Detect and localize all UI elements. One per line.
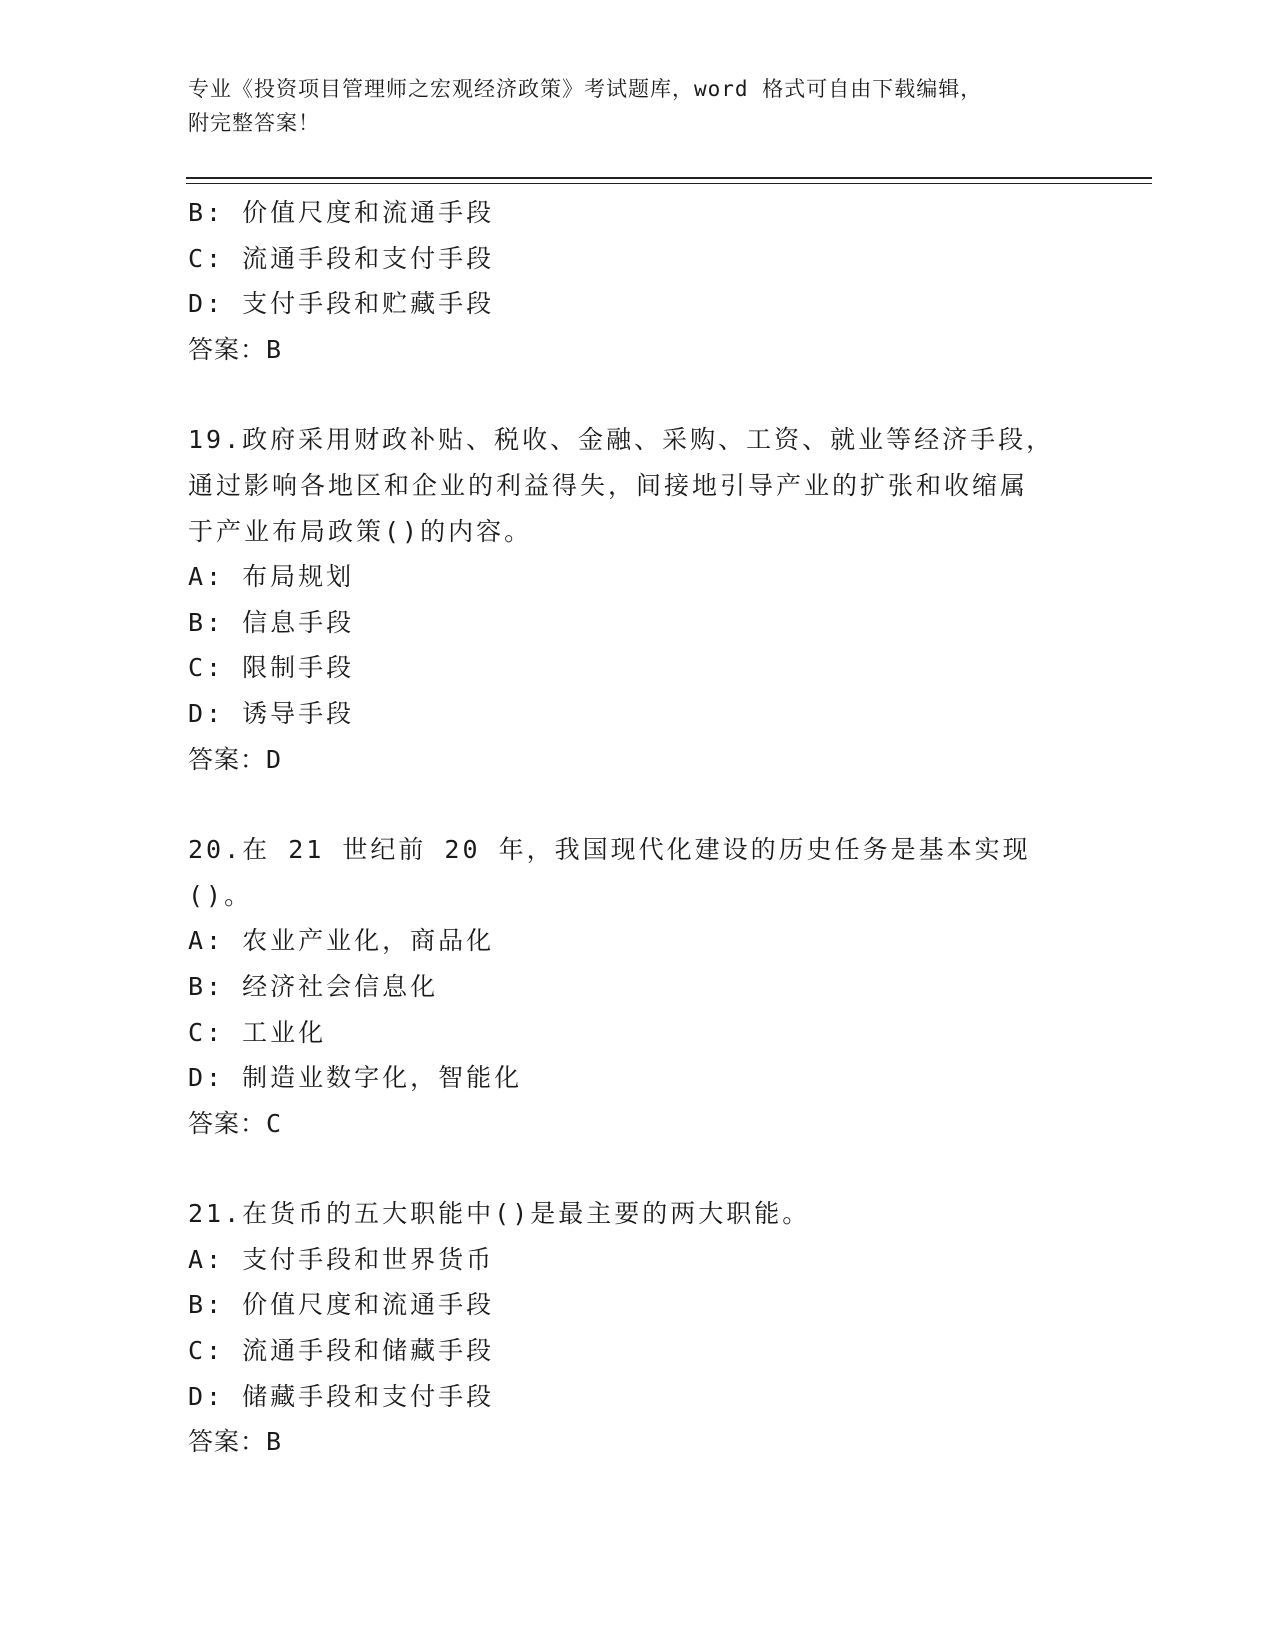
answer-line: 答案：D [188,744,283,774]
question-stem: 21.在货币的五大职能中()是最主要的两大职能。 [188,1199,811,1229]
question-block-partial [188,190,1068,372]
option-c: C: 限制手段 [188,653,355,683]
option-c: C: 工业化 [188,1017,327,1047]
option-a: A: 布局规划 [188,562,355,592]
option-b: B: 价值尺度和流通手段 [188,1290,495,1320]
header-line-2: 附完整答案！ [188,111,320,135]
answer-line: 答案：C [188,1108,283,1138]
question-stem: 20.在 21 世纪前 20 年，我国现代化建设的历史任务是基本实现()。 [188,835,1031,910]
document-header [188,72,1068,140]
option-d: D: 储藏手段和支付手段 [188,1381,495,1411]
answer-line: 答案：B [188,1427,283,1457]
question-block-19 [188,417,1068,782]
option-a: A: 支付手段和世界货币 [188,1244,495,1274]
question-block-20 [188,827,1068,1146]
option-b: B: 价值尺度和流通手段 [188,198,495,227]
option-a: A: 农业产业化，商品化 [188,926,495,956]
option-d: D: 诱导手段 [188,698,355,728]
answer-line: 答案：B [188,334,283,364]
question-list [188,190,1068,1465]
question-stem: 19.政府采用财政补贴、税收、金融、采购、工资、就业等经济手段， 通过影响各地区和企业的利益得失，间接地引导产业的扩张和收缩属 于产业布局政策()的内容。 [188,425,1055,546]
option-c: C: 流通手段和储藏手段 [188,1336,495,1366]
option-c: C: 流通手段和支付手段 [188,243,495,273]
option-d: D: 支付手段和贮藏手段 [188,289,495,319]
option-b: B: 经济社会信息化 [188,971,439,1001]
header-divider-thin [186,183,1152,184]
header-divider-thick [186,177,1152,179]
option-b: B: 信息手段 [188,607,355,637]
header-line-1: 专业《投资项目管理师之宏观经济政策》考试题库，word 格式可自由下载编辑， [188,77,983,101]
question-block-21 [188,1191,1068,1465]
option-d: D: 制造业数字化，智能化 [188,1063,523,1093]
